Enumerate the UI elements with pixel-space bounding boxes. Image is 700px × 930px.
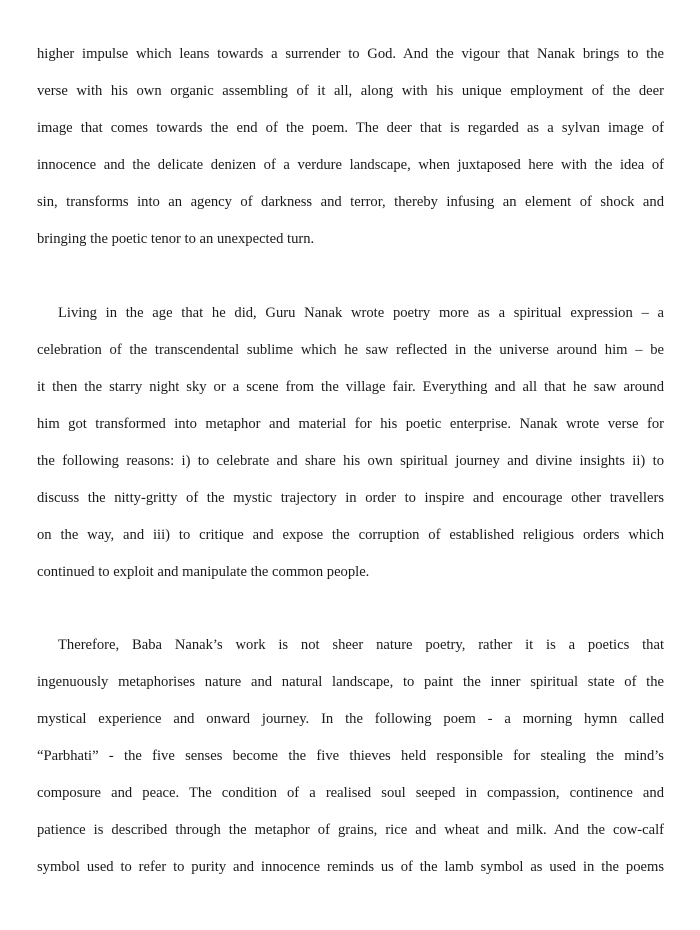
text-line: continued to exploit and manipulate the common people. [37, 564, 370, 580]
paragraph-nature-poetics [37, 627, 664, 886]
text-line: mystical experience and onward journey. In the following poem - a morning hymn called [37, 711, 664, 727]
text-line: image that comes towards the end of the poem. The deer that is regarded as a sylvan image of [37, 120, 664, 136]
text-line: symbol used to refer to purity and innocence reminds us of the lamb symbol as used in the poems [37, 859, 664, 875]
text-line: bringing the poetic tenor to an unexpected turn. [37, 231, 315, 247]
text-line: on the way, and iii) to critique and expose the corruption of established religious orders which [37, 527, 664, 543]
text-line: sin, transforms into an agency of darkness and terror, thereby infusing an element of shock and [37, 194, 664, 210]
text-line: him got transformed into metaphor and material for his poetic enterprise. Nanak wrote verse for [37, 416, 664, 432]
text-line: composure and peace. The condition of a realised soul seeped in compassion, continence and [37, 785, 664, 801]
text-line: the following reasons: i) to celebrate and share his own spiritual journey and divine insights ii) to [37, 453, 664, 469]
text-line: innocence and the delicate denizen of a verdure landscape, when juxtaposed here with the idea of [37, 157, 664, 173]
text-line: Living in the age that he did, Guru Nanak wrote poetry more as a spiritual expression – a [58, 305, 664, 321]
paragraph-spiritual-expression [37, 295, 664, 591]
text-line: “Parbhati” - the five senses become the five thieves held responsible for stealing the mind’s [37, 748, 664, 764]
text-line: discuss the nitty-gritty of the mystic trajectory in order to inspire and encourage other travellers [37, 490, 664, 506]
text-line: verse with his own organic assembling of it all, along with his unique employment of the deer [37, 83, 664, 99]
text-line: Therefore, Baba Nanak’s work is not sheer nature poetry, rather it is a poetics that [58, 637, 664, 653]
text-line: celebration of the transcendental sublime which he saw reflected in the universe around him – be [37, 342, 664, 358]
text-line: ingenuously metaphorises nature and natural landscape, to paint the inner spiritual state of the [37, 674, 664, 690]
text-line: patience is described through the metaphor of grains, rice and wheat and milk. And the cow-calf [37, 822, 664, 838]
paragraph-deer-image [37, 36, 664, 258]
text-line: higher impulse which leans towards a surrender to God. And the vigour that Nanak brings to the [37, 46, 664, 62]
text-line: it then the starry night sky or a scene from the village fair. Everything and all that he saw around [37, 379, 664, 395]
